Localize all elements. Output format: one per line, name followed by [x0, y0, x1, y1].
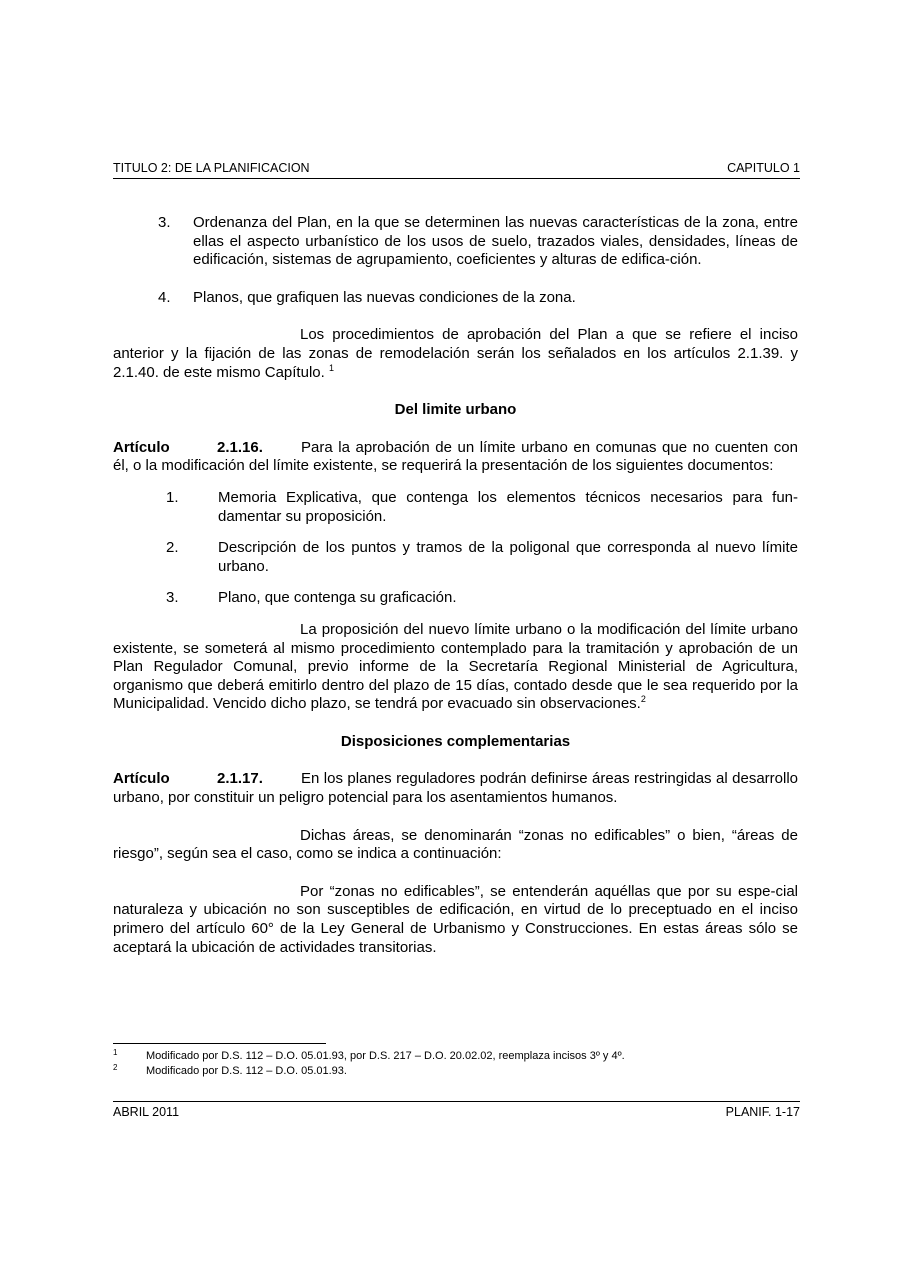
- footnote-text: Modificado por D.S. 112 – D.O. 05.01.93, por D.S. 217 – D.O. 20.02.02, reemplaza incisos 3º y 4º.: [146, 1050, 625, 1062]
- list-number: 3.: [166, 589, 179, 607]
- list-text: Planos, que grafiquen las nuevas condiciones de la zona.: [193, 288, 576, 306]
- paragraph: Por “zonas no edificables”, se entenderán aquéllas que por su espe-cial naturaleza y ubicación no son susceptibles de edificación, en virtud de lo preceptuado en el inciso primero del artículo 60° de la Ley General de Urbanismo y Construcciones. En estas áreas sólo se aceptará la ubicación de actividades transitorias.: [113, 882, 798, 956]
- page-header: [113, 160, 800, 179]
- article-label: Artículo: [113, 438, 170, 456]
- footnote-mark: 2: [113, 1063, 118, 1072]
- list-number: 2.: [166, 539, 179, 557]
- page-footer: [113, 1101, 800, 1119]
- footnote-mark: 1: [113, 1048, 118, 1057]
- list-text: Ordenanza del Plan, en la que se determinen las nuevas características de la zona, entre ellas el aspecto urbanístico de los usos de suelo, trazados viales, densidades, líneas de edificación, sistemas de agrupamiento, coeficientes y alturas de edifica-ción.: [193, 214, 798, 269]
- footnote-divider: [113, 1043, 326, 1044]
- footnote-ref: 2: [640, 694, 646, 705]
- paragraph: [113, 326, 798, 382]
- list-text: Plano, que contenga su graficación.: [218, 589, 457, 607]
- list-number: 4.: [158, 288, 171, 306]
- paragraph-text: La proposición del nuevo límite urbano o la modificación del límite urbano existente, se someterá al mismo procedimiento contemplado para la tramitación y aprobación de un Plan Regulador Comunal, previo informe de la Secretaría Regional Ministerial de Agricultura, organismo que deberá emitirlo dentro del plazo de 15 días, contado desde que le sea requerido por la Municipalidad. Vencido dicho plazo, se tendrá por evacuado sin observaciones.: [113, 620, 798, 713]
- section-heading: Del limite urbano: [394, 401, 517, 419]
- article-paragraph: [113, 439, 798, 476]
- list-item: [113, 489, 798, 526]
- footnote-ref: 1: [328, 362, 334, 373]
- paragraph: Dichas áreas, se denominarán “zonas no edificables” o bien, “áreas de riesgo”, según sea el caso, como se indica a continuación:: [113, 826, 798, 863]
- list-item: [113, 214, 798, 270]
- paragraph: [113, 621, 798, 714]
- footnote: [113, 1049, 798, 1064]
- article-label: Artículo: [113, 770, 170, 788]
- footer-date: ABRIL 2011: [113, 1105, 180, 1119]
- footnote-text: Modificado por D.S. 112 – D.O. 05.01.93.: [146, 1065, 347, 1077]
- page-number: PLANIF. 1-17: [725, 1105, 800, 1119]
- header-title: TITULO 2: DE LA PLANIFICACION: [113, 161, 310, 175]
- footnotes: [113, 1049, 798, 1079]
- footnote: [113, 1064, 798, 1079]
- section-heading: Disposiciones complementarias: [340, 732, 571, 750]
- list-item: [113, 589, 798, 608]
- article-number: 2.1.17.: [217, 770, 263, 788]
- list-text: Descripción de los puntos y tramos de la poligonal que corresponda al nuevo límite urbano.: [218, 539, 798, 575]
- header-chapter: CAPITULO 1: [727, 161, 800, 175]
- list-item: [113, 539, 798, 576]
- list-text: Memoria Explicativa, que contenga los elementos técnicos necesarios para fun-damentar su proposición.: [218, 488, 798, 525]
- article-paragraph: [113, 770, 798, 807]
- document-body: [113, 214, 798, 957]
- list-number: 1.: [166, 488, 179, 506]
- article-text: En los planes reguladores podrán definirse áreas restringidas al desarrollo urbano, por constituir un peligro potencial para los asentamientos humanos.: [113, 770, 798, 807]
- article-text: Para la aprobación de un límite urbano en comunas que no cuenten con él, o la modificación del límite existente, se requerirá la presentación de los siguientes documentos:: [113, 438, 798, 475]
- paragraph-text: Los procedimientos de aprobación del Plan a que se refiere el inciso anterior y la fijación de las zonas de remodelación serán los señalados en los artículos 2.1.39. y 2.1.40. de este mismo Capítulo.: [113, 326, 798, 381]
- article-number: 2.1.16.: [217, 438, 263, 456]
- document-page: [113, 0, 798, 1280]
- list-item: [113, 289, 798, 308]
- list-number: 3.: [158, 214, 171, 231]
